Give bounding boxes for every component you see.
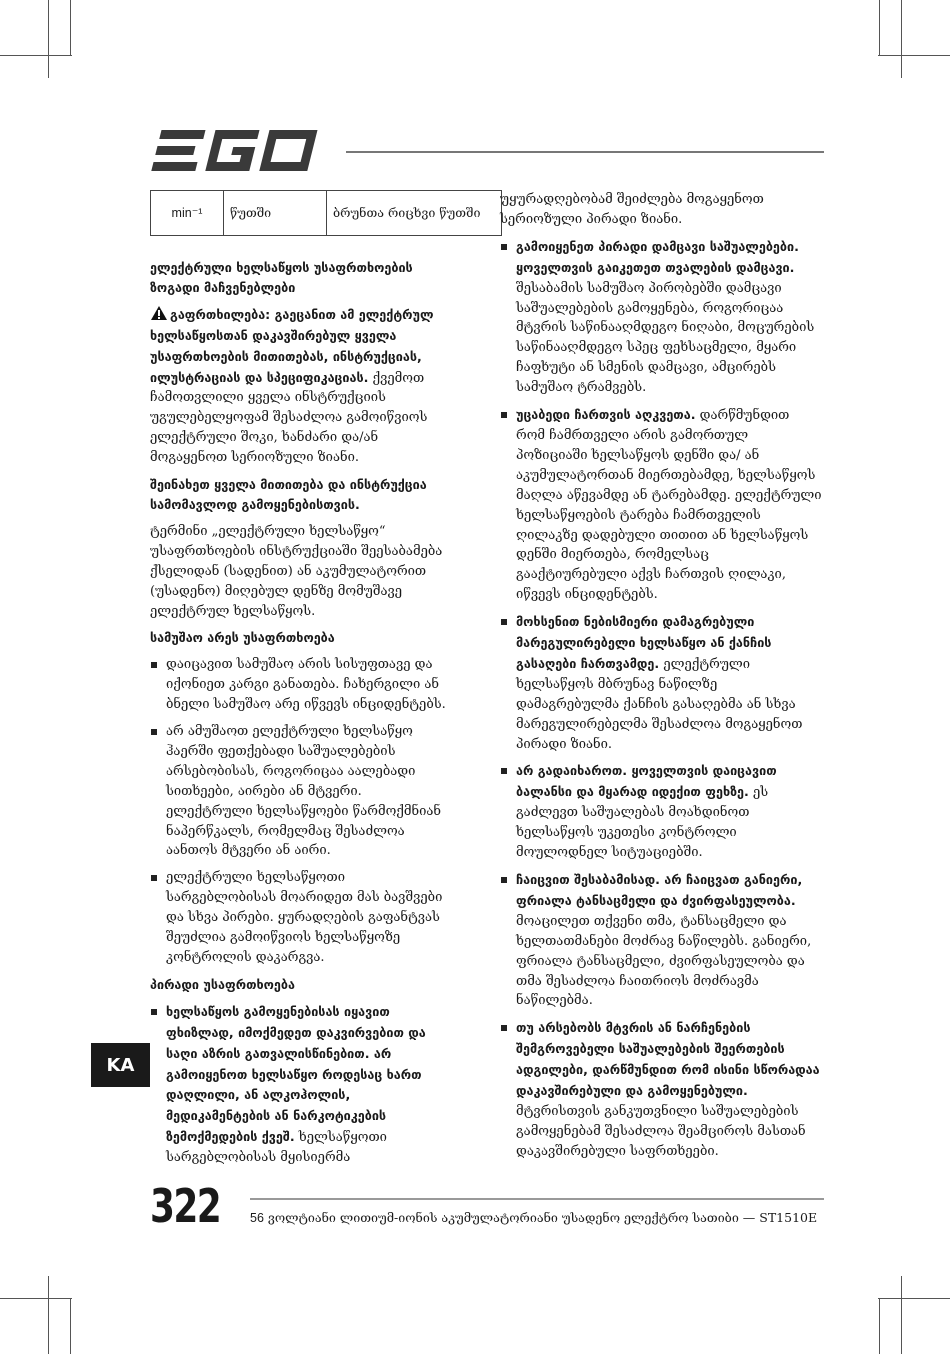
list-item-text: შესაბამის სამუშაო პირობებში დამცავი საშუალებების გამოყენება, როგორიცაა მტვრის საწინააღმდეგო ნიღაბი, მოცურების საწინააღმდეგო სპეც ფეხსაცმელი, მყარი ჩაფხუტი ან სმენის დამცავი, ამცირებს სამუშაო ტრამვებს. bbox=[516, 280, 815, 396]
list-item-text: ელექტრული ხელსაწყოს მბრუნავ ნაწილზე დამაგრებულმა ქანჩის გასაღებმა ან სხვა მარეგულირებელმა შესაძლოა მოგაყენოთ პირადი ზიანი. bbox=[516, 656, 803, 752]
list-item bbox=[150, 868, 450, 968]
crop-mark bbox=[901, 1276, 902, 1354]
crop-mark bbox=[878, 55, 950, 56]
unit-name: წუთში bbox=[224, 191, 327, 236]
crop-mark bbox=[901, 0, 902, 78]
list-item bbox=[150, 722, 450, 861]
list-item-text: ელექტრული ხელსაწყოთი სარგებლობისას მოარიდეთ მას ბავშვები და სხვა პირები. ყურადღების გაფანტვას შეუძლია გამოიწვიოს ხელსაწყოზე კონტროლის დაკარგვა. bbox=[166, 870, 443, 965]
list-item bbox=[500, 761, 822, 863]
bullet-icon bbox=[151, 1009, 157, 1015]
crop-mark bbox=[70, 0, 71, 55]
list-item bbox=[500, 405, 822, 605]
list-item-bold: ჩაიცვით შესაბამისად. არ ჩაიცვათ განიერი, ფრიალა ტანსაცმელი და ძვირფასეულობა. bbox=[516, 872, 803, 908]
bullet-icon bbox=[501, 244, 507, 250]
warning-triangle-icon bbox=[150, 305, 168, 321]
list-item bbox=[500, 612, 822, 754]
right-column bbox=[500, 190, 822, 1169]
footer-page-number: 56 bbox=[250, 1211, 264, 1225]
list-item-text: ეს გაძლევთ საშუალებას მოახდინოთ ხელსაწყოს უკეთესი კონტროლი მოულოდნელ სიტუაციებში. bbox=[516, 785, 769, 861]
crop-mark bbox=[0, 55, 72, 56]
crop-mark bbox=[879, 0, 880, 55]
bullet-icon bbox=[151, 662, 157, 668]
bullet-icon bbox=[151, 729, 157, 735]
list-item-bold: უცაბედი ჩართვის აღკვეთა. bbox=[516, 407, 696, 423]
warning-text: ქვემოთ ჩამოთვლილი ყველა ინსტრუქციის უგულებელყოფამ შესაძლოა გამოიწვიოს ელექტრული შოკი, ხანძარი და/ან მოგაყენოთ სერიოზული ზიანი. bbox=[150, 370, 428, 466]
footer-title: ვოლტიანი ლითიუმ-იონის აკუმულატორიანი უსადენო ელექტრო სათიბი — ST1510E bbox=[267, 1210, 818, 1225]
crop-mark bbox=[879, 1298, 880, 1354]
list-item-bold: ხელსაწყოს გამოყენებისას იყავით ფხიზლად, იმოქმედეთ დაკვირვებით და საღი აზრის გათვალისწინებით. არ გამოიყენოთ ხელსაწყო როდესაც ხართ დაღლილი, ან ალკოჰოლის, მედიკამენტების ან ნარკოტიკების ზემოქმედების ქვეშ. bbox=[166, 1003, 426, 1145]
continuation-paragraph: უყურადღებობამ შეიძლება მოგაყენოთ სერიოზული პირადი ზიანი. bbox=[500, 192, 764, 227]
list-item-text: ხელსაწყოთი სარგებლობისას მყისიერმა bbox=[166, 1130, 387, 1166]
table-row bbox=[151, 191, 502, 236]
footer bbox=[250, 1210, 817, 1226]
list-item-text: დაიცავით სამუშაო არის სისუფთავე და იქონიეთ კარგი განათება. ჩახერგილი ან ბნელი სამუშაო არე იწვევს ინციდენტებს. bbox=[166, 657, 446, 713]
ego-logo bbox=[150, 128, 332, 174]
left-column bbox=[150, 190, 481, 1175]
bullet-icon bbox=[151, 875, 157, 881]
list-item bbox=[500, 237, 822, 398]
list-item-bold: არ გადაიხაროთ. ყოველთვის დაიცავით ბალანსი და მყარად იდექით ფეხზე. bbox=[516, 763, 777, 800]
list-item-text: არ ამუშაოთ ელექტრული ხელსაწყო ჰაერში ფეთქებადი საშუალებების არსებობისას, როგორიცაა აალებადი სითხეები, აირები ან მტვერი. ელექტრული ხელსაწყოები წარმოქმნიან ნაპერწკალს, რომელმაც შესაძლოა აანთოს მტვერი ან აირი. bbox=[166, 724, 442, 859]
crop-mark bbox=[48, 0, 49, 78]
bullet-icon bbox=[501, 1025, 507, 1031]
list-item-text: მოაცილეთ თქვენი თმა, ტანსაცმელი და ხელთათმანები მოძრავ ნაწილებს. განიერი, ფრიალა ტანსაცმელი, ძვირფასეულობა და თმა შესაძლოა ჩაითრიოს მოძრავმა ნაწილებმა. bbox=[516, 913, 812, 1009]
work-area-list bbox=[150, 655, 450, 968]
list-item-text: დარწმუნდით რომ ჩამრთველი არის გამორთულ პოზიციაში ხელსაწყოს დენში და/ ან აკუმულატორთან მიერთებამდე, ხელსაწყოს მაღლა აწევამდე ან ტარებამდე. ელექტრული ხელსაწყოების ტარება ჩამრთველის ღილაკზე დადებული თითით ან ხელსაწყოს დენში მიერთება, რომელსაც გააქტიურებული აქვს ჩართვის ღილაკი, იწვევს ინციდენტებს. bbox=[516, 408, 822, 603]
crop-mark bbox=[878, 1298, 950, 1299]
personal-safety-list bbox=[150, 1002, 450, 1168]
language-tab: KA bbox=[91, 1043, 150, 1087]
section-heading: ელექტრული ხელსაწყოს უსაფრთხოების ზოგადი მაჩვენებლები bbox=[150, 260, 413, 295]
list-item bbox=[150, 655, 450, 715]
term-paragraph: ტერმინი „ელექტრული ხელსაწყო“ უსაფრთხოების ინსტრუქციაში შეესაბამება ქსელიდან (სადენით) ან აკუმულატორით (უსადენო) მიღებულ დენზე მომუშავე ელექტრულ ხელსაწყოს. bbox=[150, 523, 443, 619]
list-item bbox=[500, 1018, 822, 1161]
unit-meaning: ბრუნთა რიცხვი წუთში bbox=[327, 191, 502, 236]
page-number: 322 bbox=[150, 1179, 221, 1233]
crop-mark bbox=[0, 1298, 72, 1299]
list-item bbox=[500, 870, 822, 1011]
personal-safety-heading: პირადი უსაფრთხოება bbox=[150, 976, 295, 992]
unit-symbol: min⁻¹ bbox=[151, 191, 224, 236]
units-table bbox=[150, 190, 502, 236]
list-item-text: მტვრისთვის განკუთვნილი საშუალებების გამოყენებამ შესაძლოა შეამციროს მასთან დაკავშირებული საფრთხეები. bbox=[516, 1103, 806, 1159]
list-item-bold: გამოიყენეთ პირადი დამცავი საშუალებები. ყოველთვის გაიკეთეთ თვალების დამცავი. bbox=[516, 238, 799, 275]
bullet-icon bbox=[501, 768, 507, 774]
bullet-icon bbox=[501, 412, 507, 418]
bullet-icon bbox=[501, 619, 507, 625]
work-area-heading: სამუშაო არეს უსაფრთხოება bbox=[150, 630, 335, 646]
list-item bbox=[150, 1002, 450, 1168]
list-item-bold: მოხსენით ნებისმიერი დამაგრებული მარეგულირებელი ხელსაწყო ან ქანჩის გასაღები ჩართვამდე. bbox=[516, 614, 772, 671]
header-rule bbox=[346, 151, 824, 153]
personal-safety-list-continued bbox=[500, 237, 822, 1162]
crop-mark bbox=[48, 1276, 49, 1354]
warning-paragraph bbox=[150, 305, 450, 468]
warning-bold: გაფრთხილება: გაეცანით ამ ელექტრულ ხელსაწყოსთან დაკავშირებულ ყველა უსაფრთხოების მითითებას, ინსტრუქციას, ილუსტრაციას და სპეციფიკაციას. bbox=[150, 306, 434, 385]
save-instructions-heading: შეინახეთ ყველა მითითება და ინსტრუქცია სამომავლოდ გამოყენებისთვის. bbox=[150, 477, 427, 512]
bullet-icon bbox=[501, 877, 507, 883]
footer-rule bbox=[250, 1198, 824, 1200]
list-item-bold: თუ არსებობს მტვრის ან ნარჩენების შემგროვებელი საშუალებების შეერთების ადგილები, დარწმუნდით რომ ისინი სწორადაა დაკავშირებული და გამოყენებული. bbox=[516, 1020, 820, 1099]
crop-mark bbox=[70, 1298, 71, 1354]
